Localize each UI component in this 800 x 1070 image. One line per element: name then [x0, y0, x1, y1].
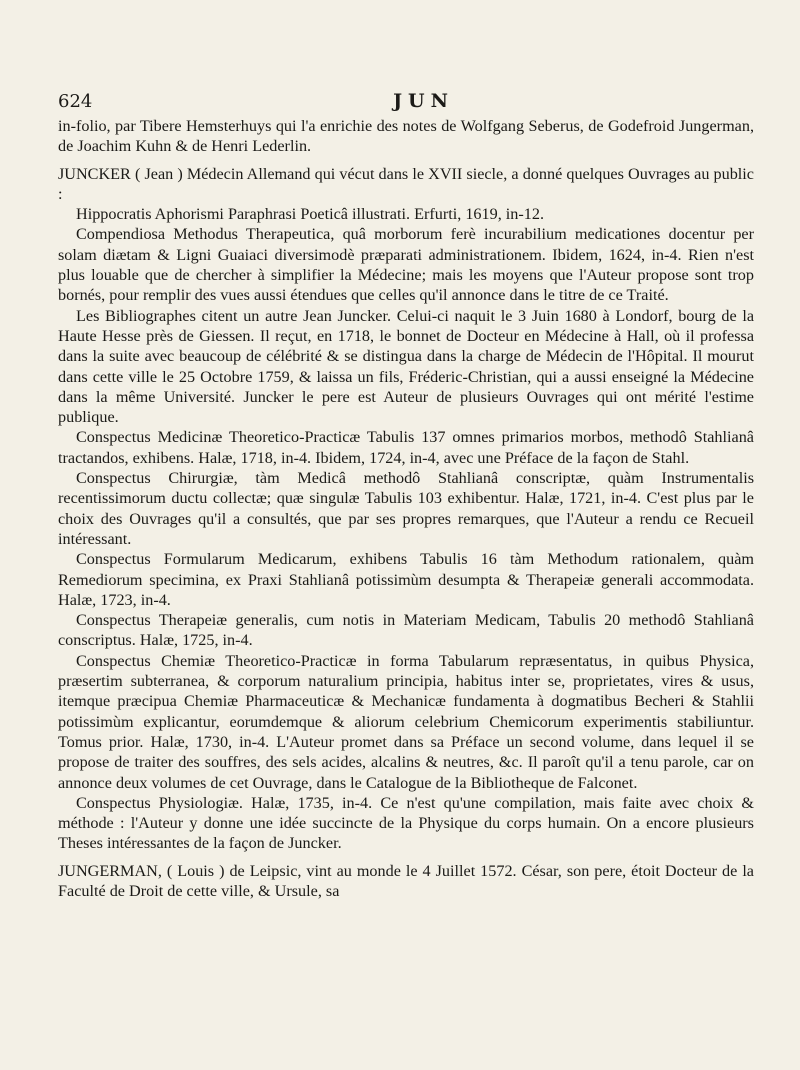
page-number: 624	[58, 91, 93, 112]
paragraph-text: JUNGERMAN, ( Louis ) de Leipsic, vint au monde le 4 Juillet 1572. César, son pere, étoit Docteur de la Faculté de Droit de cette ville, & Ursule, sa	[58, 861, 754, 900]
paragraph: in-folio, par Tibere Hemsterhuys qui l'a enrichie des notes de Wolfgang Seberus, de Godefroid Jungerman, de Joachim Kuhn & de Henri Lederlin.	[58, 117, 754, 156]
paragraph-text: JUNCKER ( Jean ) Médecin Allemand qui vécut dans le XVII siecle, a donné quelques Ouvrages au public :	[58, 164, 754, 203]
paragraph: Conspectus Physiologiæ. Halæ, 1735, in-4. Ce n'est qu'une compilation, mais faite avec choix & méthode : l'Auteur y donne une idée succincte de la Physique du corps humain. On a encore plusieurs Theses intéressantes de la façon de Juncker.	[58, 793, 754, 853]
paragraph: Hippocratis Aphorismi Paraphrasi Poeticâ illustrati. Erfurti, 1619, in-12.	[76, 205, 545, 224]
entry-juncker	[58, 164, 754, 205]
paragraph: Conspectus Medicinæ Theoretico-Practicæ Tabulis 137 omnes primarios morbos, methodô Stahlianâ tractandos, exhibens. Halæ, 1718, in-4. Ibidem, 1724, in-4, avec une Préface de la façon de Stahl.	[58, 428, 754, 467]
page-header	[58, 90, 754, 112]
paragraph: Compendiosa Methodus Therapeutica, quâ morborum ferè incurabilium medicationes docentur per solam diætam & Ligni Guaiaci diversimodè præparati administrationem. Ibidem, 1624, in-4. Rien n'est plus louable que de chercher à simplifier la Médecine; mais les moyens que l'Auteur propose sont trop bornés, pour remplir des vues aussi étendues que celles qu'il annonce dans le titre de ce Traité.	[58, 225, 754, 305]
body-text	[58, 116, 754, 901]
running-head: JUN	[393, 90, 454, 112]
paragraph: Conspectus Therapeiæ generalis, cum notis in Materiam Medicam, Tabulis 20 methodô Stahlianâ conscriptus. Halæ, 1725, in-4.	[58, 611, 754, 650]
paragraph: Conspectus Chirurgiæ, tàm Medicâ methodô Stahlianâ conscriptæ, quàm Instrumentalis recentissimorum ductu collectæ; quæ singulæ Tabulis 103 exhibentur. Halæ, 1721, in-4. C'est plus par le choix des Ouvrages qu'il a consultés, que par ses propres remarques, que l'Auteur a rendu ce Recueil intéressant.	[58, 469, 754, 548]
paragraph: Conspectus Chemiæ Theoretico-Practicæ in forma Tabularum repræsentatus, in quibus Physica, præsertim subterranea, & corporum naturalium principia, habitus inter se, proprietates, vires & usus, itemque præcipua Chemiæ Pharmaceuticæ & Mechanicæ fundamenta à dogmatibus Becheri & Stahlii potissimùm explicantur, eorumdemque & aliorum celebrium Chemicorum experimentis stabiliuntur. Tomus prior. Halæ, 1730, in-4. L'Auteur promet dans sa Préface un second volume, dans lequel il se propose de traiter des souffres, des sels acides, alcalins & neutres, &c. Il paroît qu'il a tenu parole, car on annonce deux volumes de cet Ouvrage, dans le Catalogue de la Bibliotheque de Falconet.	[58, 651, 754, 792]
paragraph: Les Bibliographes citent un autre Jean Juncker. Celui-ci naquit le 3 Juin 1680 à Londorf, bourg de la Haute Hesse près de Giessen. Il reçut, en 1718, le bonnet de Docteur en Médecine à Hall, où il professa dans la suite avec beaucoup de célébrité & se distingua dans la charge de Médecin de l'Hôpital. Il mourut dans cette ville le 25 Octobre 1759, & laissa un fils, Fréderic-Christian, qui a aussi enseigné la Médecine dans la même Université. Juncker le pere est Auteur de plusieurs Ouvrages qui ont mérité l'estime publique.	[58, 306, 754, 427]
paragraph: Conspectus Formularum Medicarum, exhibens Tabulis 16 tàm Methodum rationalem, quàm Remediorum specimina, ex Praxi Stahlianâ potissimùm desumpta & Therapeiæ generali accommodata. Halæ, 1723, in-4.	[58, 550, 754, 609]
entry-jungerman	[58, 861, 754, 902]
